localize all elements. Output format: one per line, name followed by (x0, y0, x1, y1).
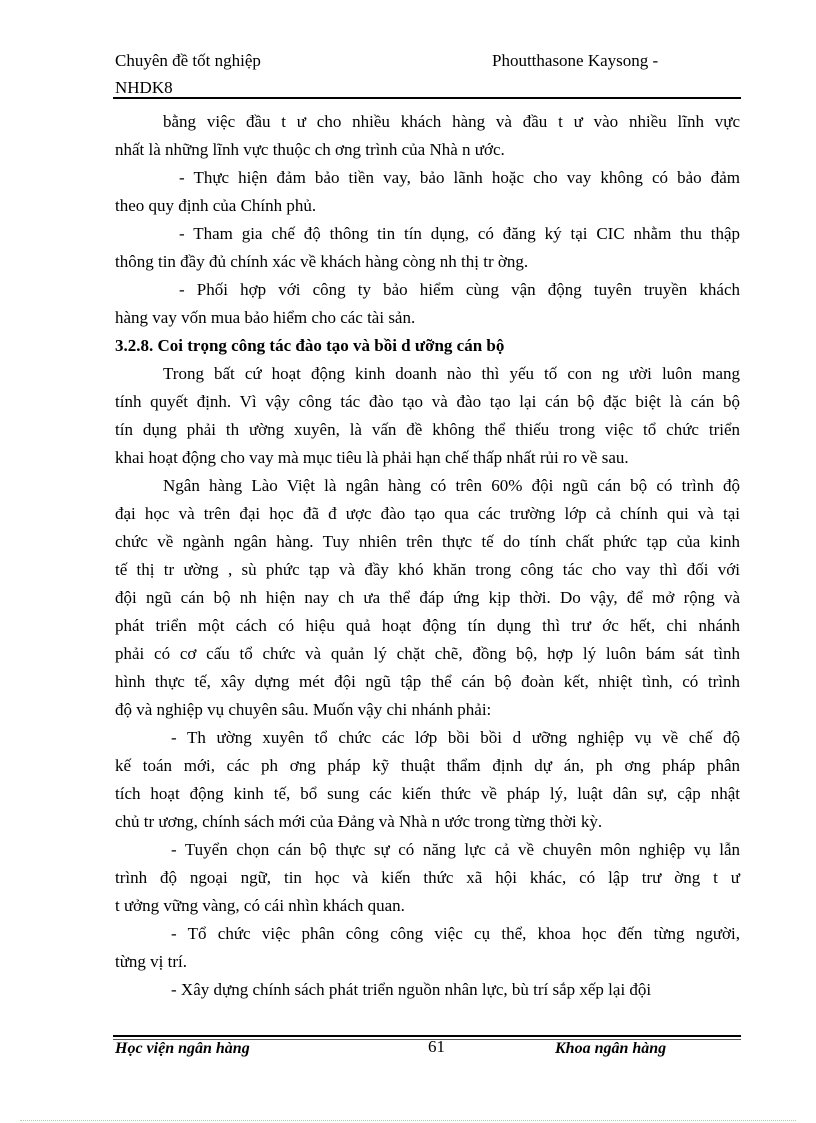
text-line: từng vị trí. (115, 952, 188, 971)
text-line: chức về ngành ngân hàng. Tuy nhiên trên thực tế do tính chất phức tạp của kinh (115, 532, 740, 551)
page-number: 61 (428, 1037, 445, 1056)
footer-faculty: Khoa ngân hàng (555, 1040, 667, 1057)
text-line: thông tin đầy đủ chính xác về khách hàng còng nh thị tr ờng. (115, 252, 529, 271)
text-line: - Xây dựng chính sách phát triển nguồn nhân lực, bù trí sắp xếp lại đội (171, 980, 652, 999)
text-line: phát triển một cách có hiệu quả hoạt động tín dụng thì trư ớc hết, chi nhánh (115, 616, 740, 635)
section-heading: 3.2.8. Coi trọng công tác đào tạo và bồi d ưỡng cán bộ (115, 336, 505, 355)
text-line: - Th ường xuyên tổ chức các lớp bồi bồi d ưỡng nghiệp vụ về chế độ (171, 728, 740, 747)
text-line: tích hoạt động kinh tế, bổ sung các kiến thức về pháp lý, luật dân sự, cập nhật (115, 784, 740, 803)
text-line: hàng vay vốn mua bảo hiểm cho các tài sản. (115, 308, 416, 327)
text-line: phải có cơ cấu tổ chức và quản lý chặt chẽ, đồng bộ, hợp lý luôn bám sát tình (115, 644, 740, 663)
text-line: đại học và trên đại học đã đ ược đào tạo qua các trường lớp cả chính qui và tại (115, 504, 740, 523)
text-line: theo quy định của Chính phủ. (115, 196, 317, 215)
text-line: hình thực tế, xây dựng mét đội ngũ tập thể cán bộ đoàn kết, nhiệt tình, có trình (115, 672, 740, 691)
text-line: nhất là những lĩnh vực thuộc ch ơng trình của Nhà n ước. (115, 140, 505, 159)
text-line: độ và nghiệp vụ chuyên sâu. Muốn vậy chi nhánh phải: (115, 700, 492, 719)
text-line: - Tham gia chế độ thông tin tín dụng, có đăng ký tại CIC nhằm thu thập (179, 224, 740, 243)
header-author: Phoutthasone Kaysong - (492, 51, 659, 70)
text-line: - Tổ chức việc phân công công việc cụ thể, khoa học đến từng người, (171, 924, 740, 943)
text-line: t ưởng vững vàng, có cái nhìn khách quan. (115, 896, 405, 915)
document-body (115, 108, 740, 1004)
text-line: Trong bất cứ hoạt động kinh doanh nào thì yếu tố con ng ười luôn mang (163, 364, 740, 383)
footer-rule-top (113, 1035, 741, 1037)
text-line: - Thực hiện đảm bảo tiền vay, bảo lãnh hoặc cho vay không có bảo đảm (179, 168, 740, 187)
page-boundary (20, 1120, 796, 1121)
text-line: bằng việc đầu t ư cho nhiều khách hàng và đầu t ư vào nhiều lĩnh vực (163, 112, 740, 131)
text-line: Ngân hàng Lào Việt là ngân hàng có trên 60% đội ngũ cán bộ có trình độ (163, 476, 740, 495)
text-line: chủ tr ương, chính sách mới của Đảng và Nhà n ước trong từng thời kỳ. (115, 812, 603, 831)
text-line: tín dụng phải th ường xuyên, là vấn đề không thể thiếu trong việc tổ chức triển (115, 420, 740, 439)
text-line: khai hoạt động cho vay mà mục tiêu là phải hạn chế thấp nhất rủi ro về sau. (115, 448, 629, 467)
text-line: đội ngũ cán bộ nh hiện nay ch ưa thể đáp ứng kịp thời. Do vậy, để mở rộng và (115, 588, 740, 607)
text-line: tế thị tr ường , sù phức tạp và đầy khó khăn trong công tác cho vay thì đối với (115, 560, 740, 579)
text-line: - Phối hợp với công ty bảo hiểm cùng vận động tuyên truyền khách (179, 280, 740, 299)
text-line: tính quyết định. Vì vậy công tác đào tạo và đào tạo lại cán bộ đặc biệt là cán bộ (115, 392, 740, 411)
footer-institution: Học viện ngân hàng (115, 1040, 250, 1057)
header-rule (113, 97, 741, 99)
header-class-code: NHDK8 (115, 78, 173, 97)
header-left-title: Chuyên đề tốt nghiệp (115, 51, 261, 70)
text-line: - Tuyển chọn cán bộ thực sự có năng lực cả về chuyên môn nghiệp vụ lẫn (171, 840, 740, 859)
text-line: kế toán mới, các ph ơng pháp kỹ thuật thẩm định dự án, ph ơng pháp phân (115, 756, 740, 775)
text-line: trình độ ngoại ngữ, tin học và kiến thức xã hội khác, có lập trư ờng t ư (115, 868, 740, 887)
